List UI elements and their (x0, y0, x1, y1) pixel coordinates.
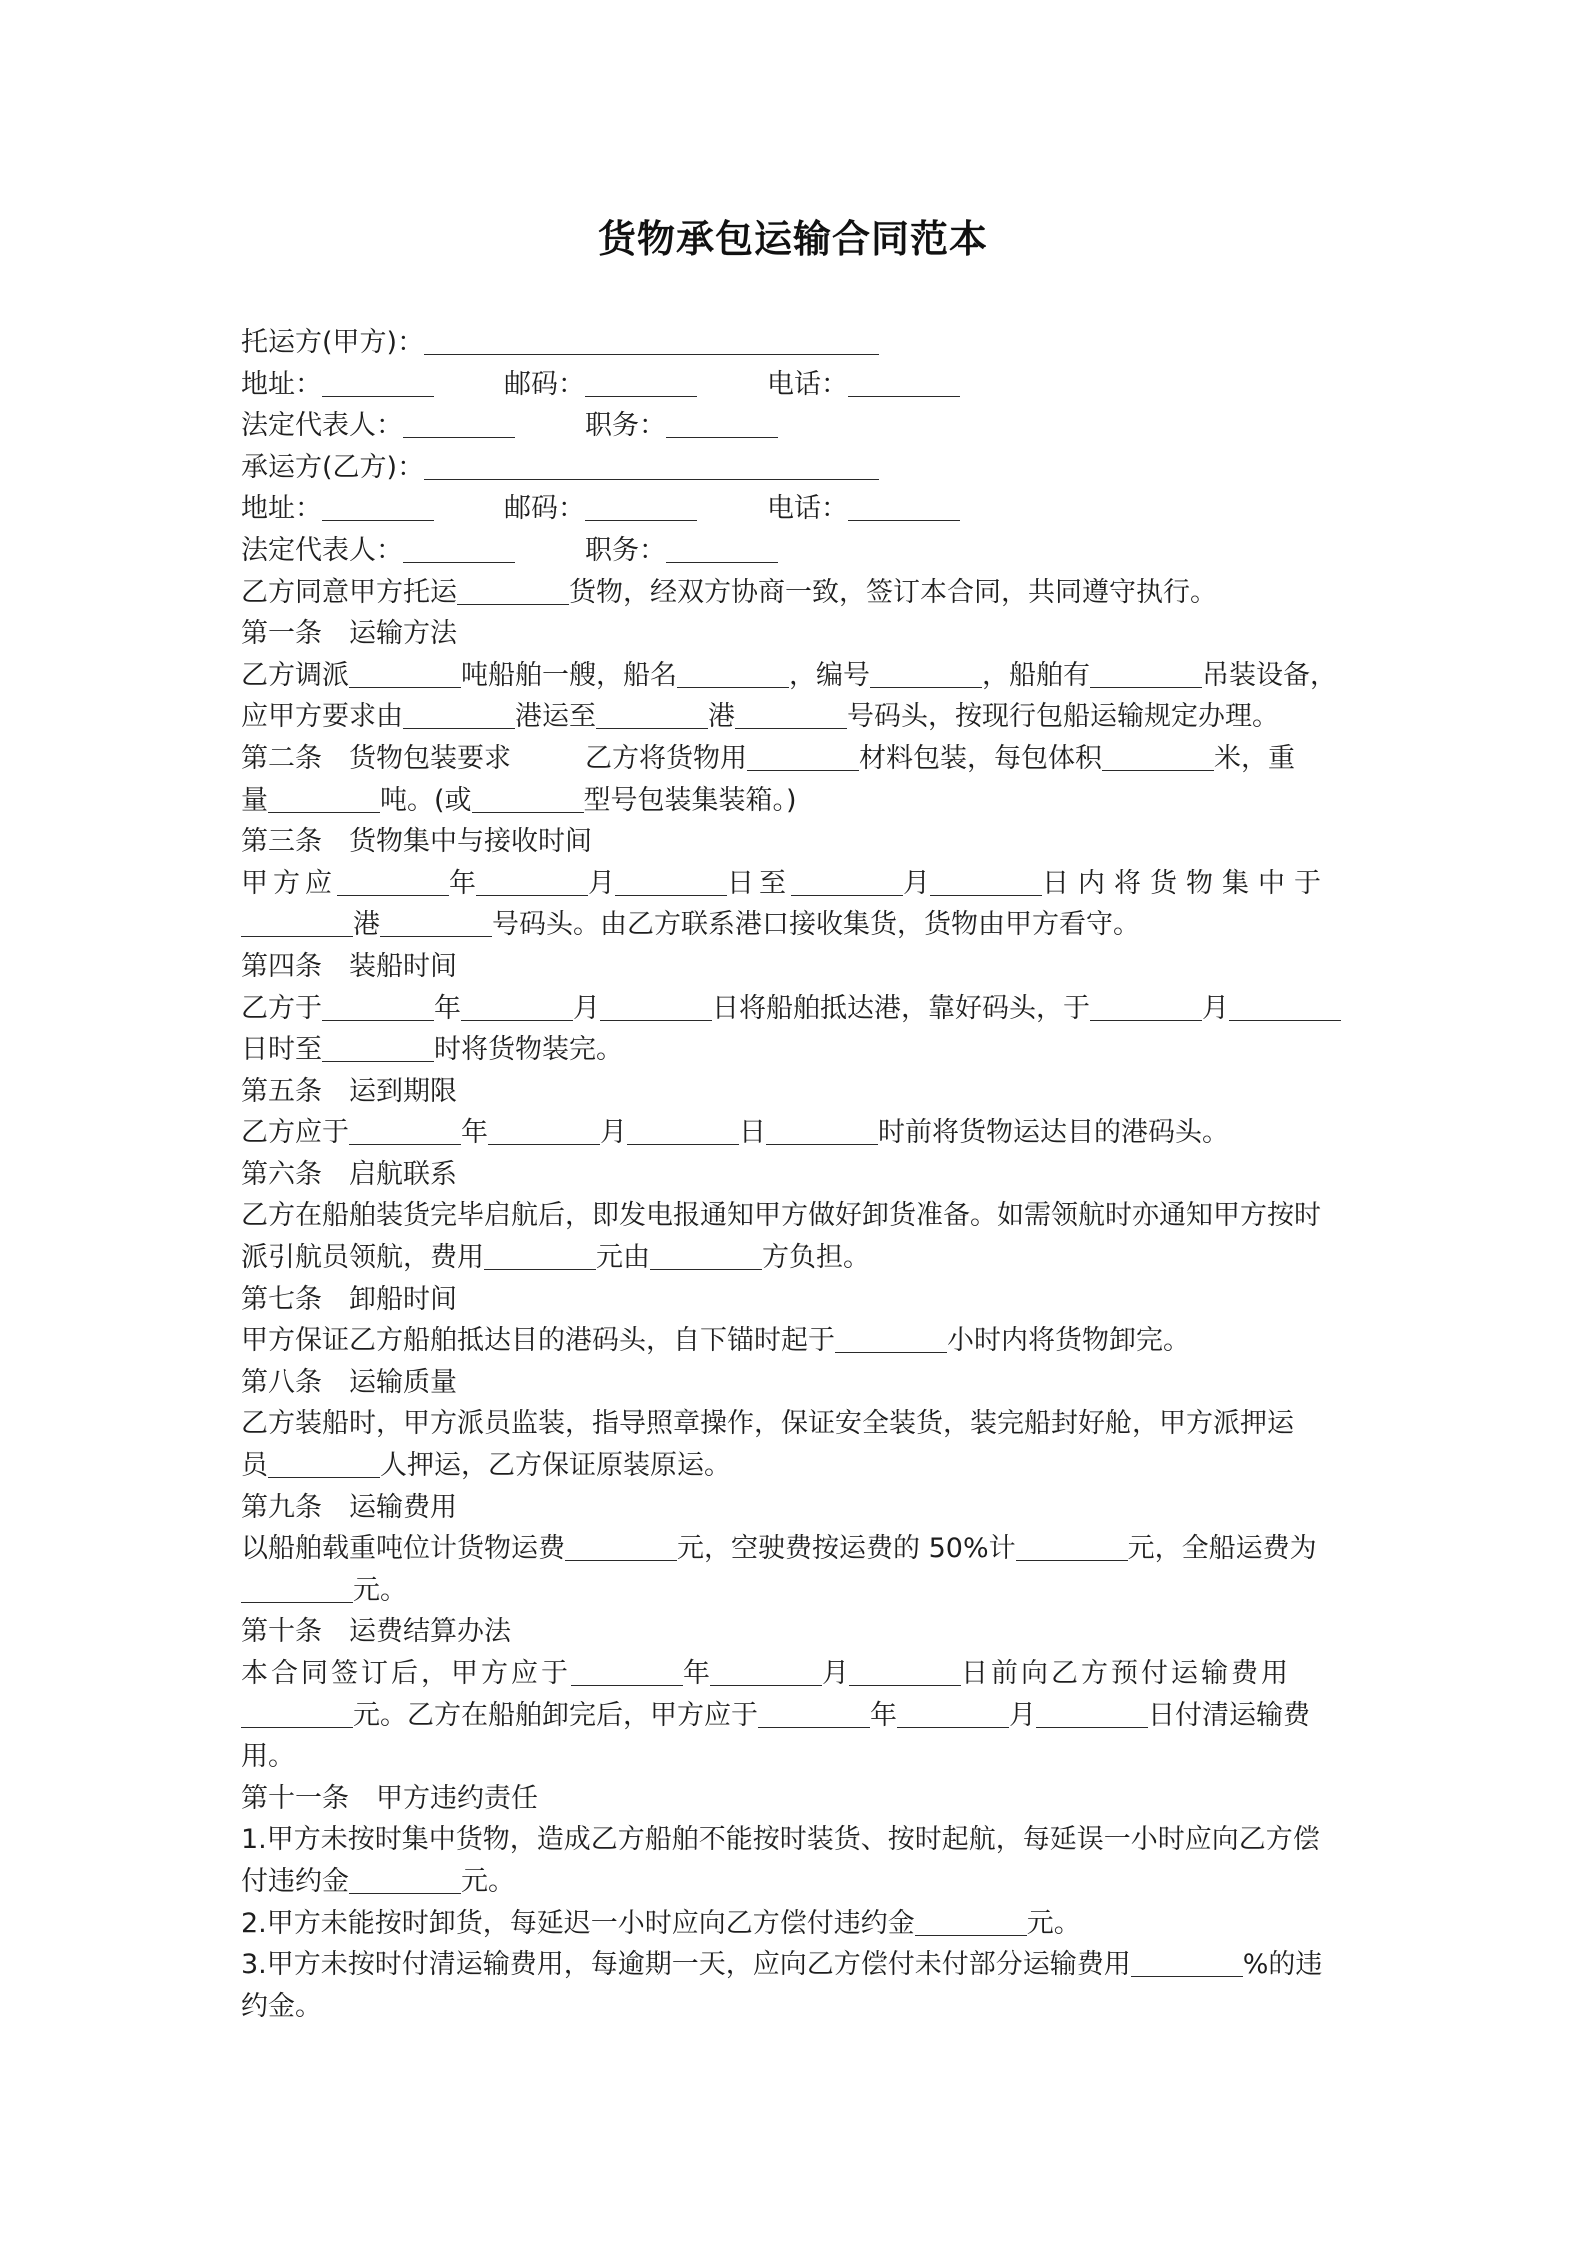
text: 乙方于 (241, 992, 322, 1024)
label-postcode: 邮码： (504, 493, 585, 525)
intro-text-1: 乙方同意甲方托运 (241, 576, 457, 608)
blank-packing-material[interactable] (747, 738, 859, 780)
blank-container-model[interactable] (472, 780, 584, 822)
article-1-line-1 (241, 655, 1357, 697)
blank-arrive-month[interactable] (461, 988, 573, 1030)
blank-shipper-name[interactable] (424, 322, 879, 364)
label-position: 职务： (585, 534, 666, 566)
carrier-contact-line (241, 488, 1357, 530)
shipper-line (241, 322, 1357, 364)
label-position: 职务： (585, 410, 666, 442)
article-4-line-1 (241, 988, 1357, 1030)
label-address: 地址： (241, 493, 322, 525)
blank-deliver-day[interactable] (627, 1112, 739, 1154)
blank-collect-dock[interactable] (380, 904, 492, 946)
text: 元，全船运费为 (1127, 1533, 1317, 1565)
text: 乙方调派 (241, 659, 349, 691)
article-10-line-1 (241, 1653, 1357, 1695)
article-7-line-1 (241, 1320, 1357, 1362)
blank-carrier-phone[interactable] (848, 488, 960, 530)
label-address: 地址： (241, 368, 322, 400)
blank-deliver-month[interactable] (488, 1112, 600, 1154)
article-7-heading: 第七条 卸船时间 (241, 1283, 457, 1315)
blank-arrive-day[interactable] (600, 988, 712, 1030)
article-2-line-2 (241, 780, 1357, 822)
text: 小时内将货物卸完。 (947, 1325, 1190, 1357)
article-10-heading: 第十条 运费结算办法 (241, 1616, 511, 1648)
text: 日时至 (241, 1034, 322, 1066)
blank-prepay-year[interactable] (571, 1653, 683, 1695)
carrier-line (241, 447, 1357, 489)
text: 日将船舶抵达港，靠好码头，于 (712, 992, 1090, 1024)
label-phone: 电话： (767, 368, 848, 400)
article-1-heading: 第一条 运输方法 (241, 618, 457, 650)
article-9-heading: 第九条 运输费用 (241, 1491, 457, 1523)
label-phone: 电话： (767, 493, 848, 525)
blank-origin-port[interactable] (403, 696, 515, 738)
text: 港 (353, 909, 380, 941)
article-5-line-1 (241, 1112, 1357, 1154)
blank-load-hour[interactable] (322, 1029, 434, 1071)
blank-pilot-fee[interactable] (484, 1237, 596, 1279)
text: 元。乙方在船舶卸完后，甲方应于 (353, 1699, 758, 1731)
article-4-heading: 第四条 装船时间 (241, 950, 457, 982)
text: 年 (870, 1699, 897, 1731)
text: 时前将货物运达目的港码头。 (878, 1117, 1229, 1149)
blank-overdue-percent[interactable] (1131, 1944, 1243, 1986)
blank-ship-number[interactable] (870, 655, 982, 697)
article-11-item-1-line-1: 1.甲方未按时集中货物，造成乙方船舶不能按时装货、按时起航，每延误一小时应向乙方偿 (241, 1824, 1320, 1856)
article-6-line-2 (241, 1237, 1357, 1279)
blank-lifting-equipment[interactable] (1090, 655, 1202, 697)
blank-shipper-position[interactable] (666, 405, 778, 447)
label-legal-rep: 法定代表人： (241, 534, 403, 566)
text: 年 (683, 1658, 710, 1689)
blank-prepay-month[interactable] (710, 1653, 822, 1695)
text: 号码头。由乙方联系港口接收集货，货物由甲方看守。 (492, 909, 1140, 941)
text: 年 (461, 1117, 488, 1149)
text: %的违 (1242, 1949, 1323, 1981)
article-10-line-2 (241, 1695, 1357, 1737)
text: 付违约金 (241, 1865, 349, 1897)
article-10-line-3: 用。 (241, 1741, 295, 1773)
blank-package-volume[interactable] (1102, 738, 1214, 780)
blank-carrier-address[interactable] (322, 488, 434, 530)
text: 元。 (461, 1865, 515, 1897)
text: 本合同签订后，甲方应于 (241, 1658, 571, 1689)
blank-settle-day[interactable] (1036, 1695, 1148, 1737)
text: 乙方应于 (241, 1117, 349, 1149)
blank-collect-year[interactable] (337, 863, 449, 905)
blank-collect-port[interactable] (241, 904, 353, 946)
blank-shipper-phone[interactable] (848, 364, 960, 406)
text: 甲方应 (241, 867, 337, 899)
blank-ship-name[interactable] (677, 655, 789, 697)
text: 月 (573, 992, 600, 1024)
article-1-line-2 (241, 696, 1357, 738)
text: ，编号 (789, 659, 870, 691)
text: 人押运，乙方保证原装原运。 (380, 1450, 731, 1482)
article-3-heading: 第三条 货物集中与接收时间 (241, 826, 592, 858)
blank-tonnage[interactable] (349, 655, 461, 697)
text: 型号包装集装箱。) (583, 784, 797, 816)
blank-shipper-address[interactable] (322, 364, 434, 406)
blank-empty-fee[interactable] (1016, 1528, 1128, 1570)
blank-carrier-legal-rep[interactable] (403, 530, 515, 572)
blank-delay-penalty[interactable] (349, 1861, 461, 1903)
label-shipper: 托运方(甲方)： (241, 327, 425, 358)
text: 方负担。 (762, 1242, 870, 1274)
label-legal-rep: 法定代表人： (241, 410, 403, 442)
text: 元。 (353, 1574, 407, 1606)
text: 元，空驶费按运费的 50%计 (677, 1533, 1016, 1565)
label-postcode: 邮码： (504, 368, 585, 400)
article-6-heading: 第六条 启航联系 (241, 1158, 457, 1190)
blank-carrier-postcode[interactable] (585, 488, 697, 530)
article-5-heading: 第五条 运到期限 (241, 1075, 457, 1107)
text: 以船舶载重吨位计货物运费 (241, 1533, 565, 1565)
text: 日付清运输费 (1148, 1699, 1310, 1731)
text: 月 (822, 1658, 849, 1689)
blank-settle-month[interactable] (897, 1695, 1009, 1737)
article-9-line-2 (241, 1570, 1357, 1612)
article-8-line-1: 乙方装船时，甲方派员监装，指导照章操作，保证安全装货，装完船封好舱，甲方派押运 (241, 1408, 1294, 1440)
blank-shipper-legal-rep[interactable] (403, 405, 515, 447)
text: ，船舶有 (982, 659, 1090, 691)
intro-line (241, 572, 1357, 614)
blank-load-month[interactable] (1090, 988, 1202, 1030)
shipper-contact-line (241, 364, 1357, 406)
article-11-item-3-line-1 (241, 1944, 1357, 1986)
article-3-line-2 (241, 904, 1357, 946)
blank-load-day[interactable] (1229, 988, 1341, 1030)
text: 号码头，按现行包船运输规定办理。 (847, 701, 1279, 733)
text: 元由 (596, 1242, 650, 1274)
intro-text-2: 货物，经双方协商一致，签订本合同，共同遵守执行。 (569, 576, 1217, 608)
blank-goods[interactable] (457, 572, 569, 614)
text: 月 (588, 867, 615, 899)
text: 年 (449, 867, 476, 899)
text: 吨船舶一艘，船名 (461, 659, 677, 691)
blank-destination-port[interactable] (596, 696, 708, 738)
text: 月 (600, 1117, 627, 1149)
blank-unload-penalty[interactable] (915, 1903, 1027, 1945)
article-8-line-2 (241, 1445, 1357, 1487)
article-11-item-1-line-2 (241, 1861, 1357, 1903)
blank-prepay-amount[interactable] (241, 1695, 353, 1737)
contract-body (241, 322, 1357, 2027)
text: 甲方保证乙方船舶抵达目的港码头，自下锚时起于 (241, 1325, 835, 1357)
blank-deliver-year[interactable] (349, 1112, 461, 1154)
text: 月 (903, 867, 930, 899)
blank-settle-year[interactable] (758, 1695, 870, 1737)
text: 日至 (727, 867, 791, 899)
article-9-line-1 (241, 1528, 1357, 1570)
text: 派引航员领航，费用 (241, 1242, 484, 1274)
article-11-heading: 第十一条 甲方违约责任 (241, 1782, 538, 1814)
blank-collect-day[interactable] (615, 863, 727, 905)
text: 材料包装，每包体积 (859, 742, 1102, 774)
text: 港 (708, 701, 735, 733)
shipper-rep-line (241, 405, 1357, 447)
article-4-line-2 (241, 1029, 1357, 1071)
blank-deliver-hour[interactable] (766, 1112, 878, 1154)
text: 吨。(或 (380, 784, 472, 816)
article-3-line-1 (241, 863, 1357, 905)
blank-dock-number[interactable] (735, 696, 847, 738)
blank-carrier-name[interactable] (424, 447, 879, 489)
blank-carrier-position[interactable] (666, 530, 778, 572)
text: 日 (739, 1117, 766, 1149)
blank-prepay-day[interactable] (849, 1653, 961, 1695)
article-6-line-1: 乙方在船舶装货完毕启航后，即发电报通知甲方做好卸货准备。如需领航时亦通知甲方按时 (241, 1200, 1321, 1232)
text: 港运至 (515, 701, 596, 733)
text: 年 (434, 992, 461, 1024)
text: 量 (241, 784, 268, 816)
blank-collect-month[interactable] (476, 863, 588, 905)
article-11-item-2 (241, 1903, 1357, 1945)
blank-shipper-postcode[interactable] (585, 364, 697, 406)
blank-fee-party[interactable] (650, 1237, 762, 1279)
blank-collect-end-day[interactable] (930, 863, 1042, 905)
text: 时将货物装完。 (434, 1034, 623, 1066)
text: 员 (241, 1450, 268, 1482)
blank-package-weight[interactable] (268, 780, 380, 822)
blank-arrive-year[interactable] (322, 988, 434, 1030)
text: 米，重 (1214, 742, 1295, 774)
text: 吊装设备， (1202, 659, 1337, 691)
text: 日前向乙方预付运输费用 (961, 1658, 1291, 1689)
blank-unload-hours[interactable] (835, 1320, 947, 1362)
blank-escort-count[interactable] (268, 1445, 380, 1487)
text: 乙方将货物用 (585, 742, 747, 774)
label-carrier: 承运方(乙方)： (241, 451, 425, 483)
text: 应甲方要求由 (241, 701, 403, 733)
article-8-heading: 第八条 运输质量 (241, 1366, 457, 1398)
document-title: 货物承包运输合同范本 (597, 217, 988, 261)
article-2-line-1 (241, 738, 1357, 780)
text: 月 (1009, 1699, 1036, 1731)
blank-collect-end-month[interactable] (791, 863, 903, 905)
article-11-item-3-line-2: 约金。 (241, 1990, 322, 2022)
text: 2.甲方未能按时卸货，每延迟一小时应向乙方偿付违约金 (241, 1907, 915, 1939)
blank-total-freight[interactable] (241, 1570, 353, 1612)
carrier-rep-line (241, 530, 1357, 572)
text: 月 (1202, 992, 1229, 1024)
blank-freight-rate[interactable] (565, 1528, 677, 1570)
text: 3.甲方未按时付清运输费用，每逾期一天，应向乙方偿付未付部分运输费用 (241, 1949, 1131, 1981)
article-2-heading: 第二条 货物包装要求 (241, 742, 511, 774)
text: 日内将货物集中于 (1042, 867, 1330, 899)
text: 元。 (1026, 1907, 1081, 1939)
